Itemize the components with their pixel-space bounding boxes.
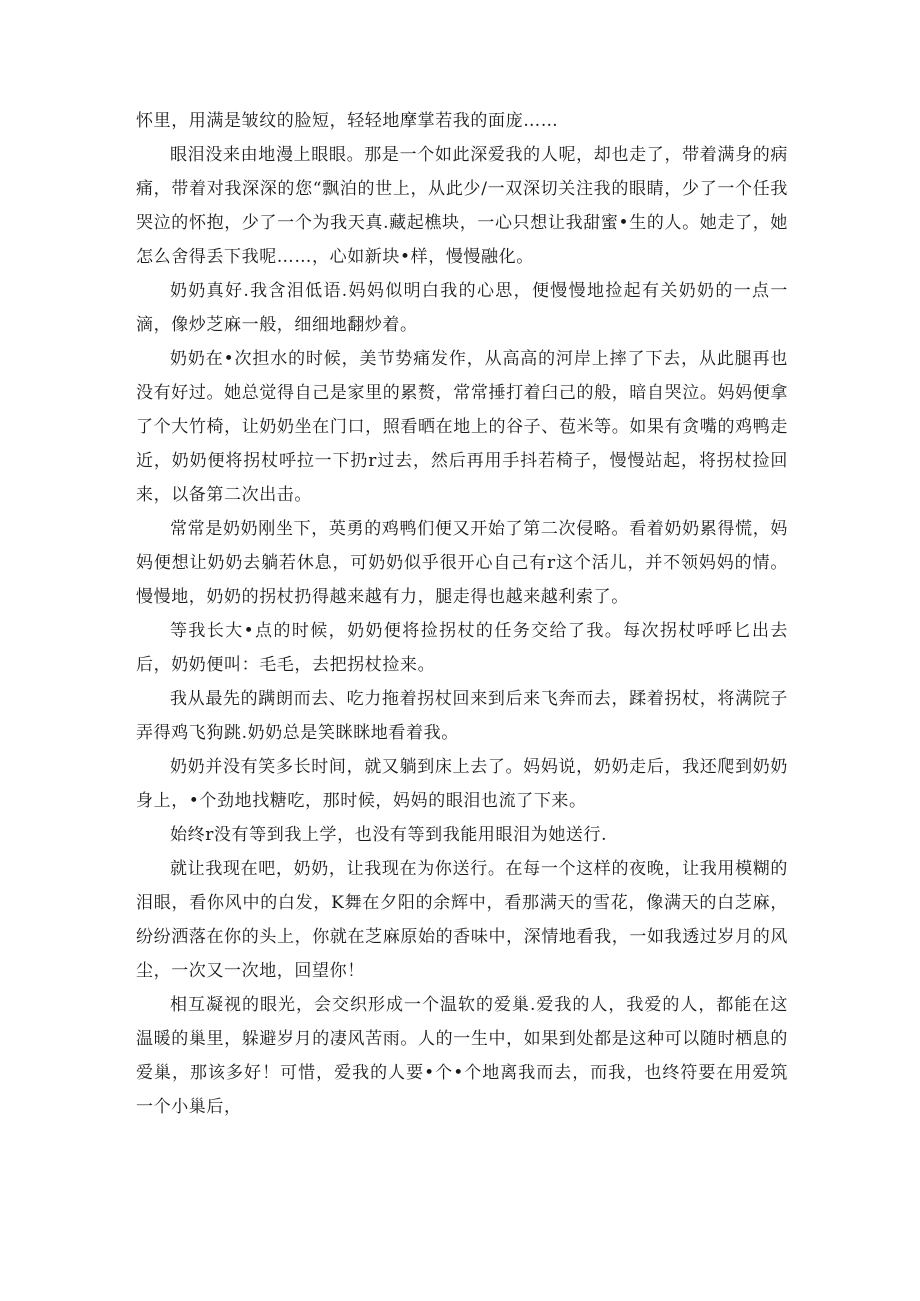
- paragraph-4: 奶奶在•次担水的时候，美节势痛发作，从高高的河岸上摔了下去，从此腿再也没有好过。她总觉得自己是家里的累赘，常常捶打着臼己的般，暗自哭泣。妈妈便拿了个大竹椅，让奶奶坐在门口，照看晒在地上的谷子、苞米等。如果有贪嘴的鸡鸭走近，奶奶便将拐杖呼拉一下扔r过去，然后再用手抖若椅子，慢慢站起，将拐杖捡回来，以备第二次出击。: [136, 349, 788, 505]
- paragraph-10: 就让我现在吧，奶奶，让我现在为你送行。在每一个这样的夜晚，让我用模糊的泪眼，看你风中的白发，K舞在夕阳的余辉中，看那满天的雪花，像满天的白芝麻，纷纷洒落在你的头上，你就在芝麻原始的香味中，深情地看我，一如我透过岁月的风尘，一次又一次地，回望你！: [136, 859, 788, 981]
- paragraph-5: 常常是奶奶刚坐下，英勇的鸡鸭们便又开始了第二次侵略。看着奶奶累得慌，妈妈便想让奶奶去躺若休息，可奶奶似乎很开心自己有r这个活儿，并不领妈妈的情。慢慢地，奶奶的拐杖扔得越来越有力，腿走得也越来越利索了。: [136, 519, 788, 607]
- paragraph-2: 眼泪没来由地漫上眼眼。那是一个如此深爱我的人呢，却也走了，带着满身的病痛，带着对我深深的您“飘泊的世上，从此少/一双深切关注我的眼睛，少了一个任我哭泣的怀抱，少了一个为我天真.藏起樵块，一心只想让我甜蜜•生的人。她走了，她怎么舍得丢下我呢……，心如新块•样，慢慢融化。: [136, 145, 788, 267]
- paragraph-6: 等我长大•点的时候，奶奶便将捡拐杖的任务交给了我。每次拐杖呼呼匕出去后，奶奶便叫：毛毛，去把拐杖捡来。: [136, 621, 788, 675]
- paragraph-7: 我从最先的蹒朗而去、吃力拖着拐杖回来到后来飞奔而去，蹂着拐杖，将满院子弄得鸡飞狗跳.奶奶总是笑眯眯地看着我。: [136, 689, 788, 743]
- paragraph-9: 始终r没有等到我上学，也没有等到我能用眼泪为她送行.: [170, 825, 608, 845]
- paragraph-3: 奶奶真好.我含泪低语.妈妈似明白我的心思，便慢慢地捡起有关奶奶的一点一滴，像炒芝麻一般，细细地翻炒着。: [136, 281, 788, 335]
- paragraph-8: 奶奶并没有笑多长时间，就又躺到床上去了。妈妈说，奶奶走后，我还爬到奶奶身上，•个劲地找糖吃，那时候，妈妈的眼泪也流了下来。: [136, 757, 788, 811]
- document-body: [136, 104, 788, 1124]
- paragraph-11: 相互凝视的眼光，会交织形成一个温软的爱巢.爱我的人，我爱的人，都能在这温暖的巢里，躲避岁月的凄风苦雨。人的一生中，如果到处都是这种可以随时栖息的爱巢，那该多好！可惜，爱我的人要•个•个地离我而去，而我，也终符要在用爱筑一个小巢后，: [136, 995, 788, 1117]
- paragraph-1: 怀里，用满是皱纹的脸短，轻轻地摩掌若我的面庞……: [136, 111, 559, 131]
